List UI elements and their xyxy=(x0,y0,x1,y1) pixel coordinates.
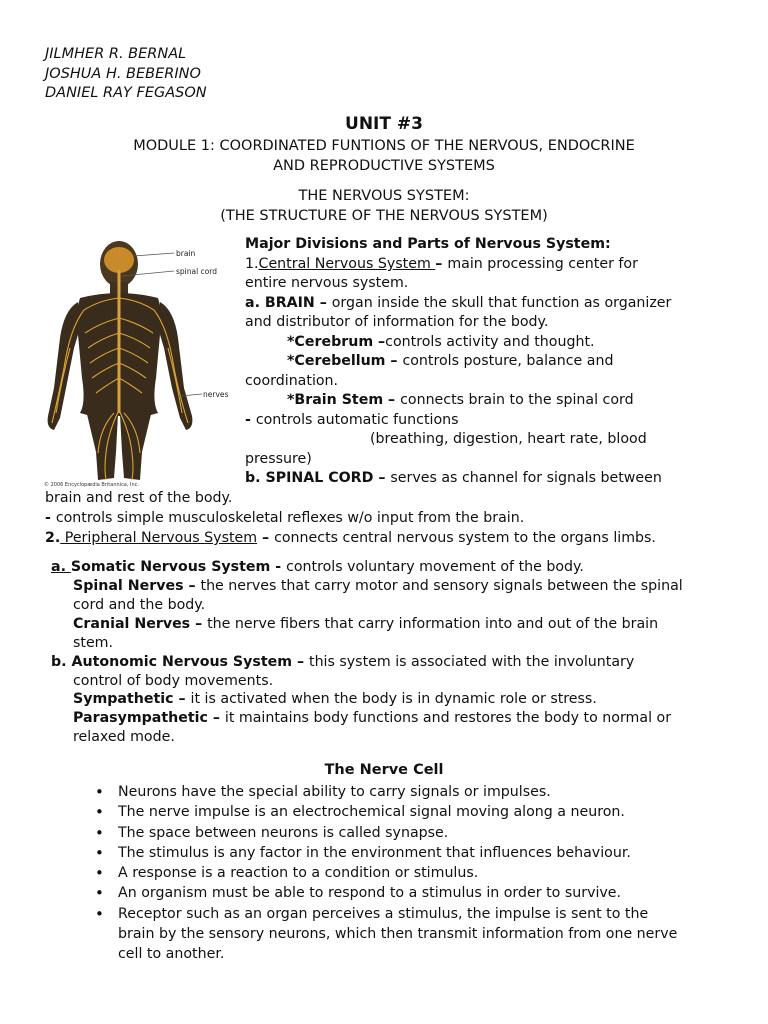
sympathetic-line xyxy=(73,690,597,710)
cns-line xyxy=(245,255,638,275)
brainstem-line xyxy=(287,391,634,411)
autonomic-marker: b. xyxy=(51,654,72,670)
author-list xyxy=(45,45,207,104)
section-title-line: THE NERVOUS SYSTEM: xyxy=(298,188,470,204)
pns-description: connects central nervous system to the organs limbs. xyxy=(274,530,656,546)
cerebrum-line xyxy=(287,333,595,353)
spinal-cord-reflex: controls simple musculoskeletal reflexes w/o input from the brain. xyxy=(55,510,525,526)
cns-name: Central Nervous System xyxy=(258,256,436,272)
somatic-marker: a. xyxy=(51,559,71,575)
pns-name: Peripheral Nervous System xyxy=(60,530,258,546)
bullet-item xyxy=(95,802,677,822)
figure-label-spinal-cord: spinal cord xyxy=(176,267,217,276)
spinal-cord-dash: - xyxy=(45,510,56,526)
brainstem-function-line xyxy=(245,411,459,431)
sympathetic-description: it is activated when the body is in dynamic role or stress. xyxy=(190,691,597,707)
figure-credit: © 2006 Encyclopædia Britannica, Inc. xyxy=(44,482,140,488)
bullet-item xyxy=(95,863,677,883)
cranial-nerves-line xyxy=(73,615,658,635)
pns-number: 2. xyxy=(45,530,61,546)
bullet-text: • The space between neurons is called synapse. xyxy=(118,824,449,841)
cranial-nerves-label: Cranial Nerves – xyxy=(73,616,208,632)
author-name: JOSHUA H. BEBERINO xyxy=(45,65,201,82)
parasympathetic-description-cont: relaxed mode. xyxy=(73,729,175,745)
bullet-item xyxy=(95,782,677,802)
nerve-cell-title: The Nerve Cell xyxy=(324,762,444,778)
bullet-text: brain by the sensory neurons, which then transmit information from one nerve xyxy=(118,926,678,943)
somatic-label: Somatic Nervous System - xyxy=(70,559,287,575)
module-title xyxy=(0,137,768,176)
autonomic-description-cont: control of body movements. xyxy=(73,673,274,689)
cns-number: 1. xyxy=(245,256,259,272)
brainstem-examples: (breathing, digestion, heart rate, blood xyxy=(370,431,647,447)
author-name: JILMHER R. BERNAL xyxy=(45,46,187,62)
module-title-line: MODULE 1: COORDINATED FUNTIONS OF THE NERVOUS, ENDOCRINE xyxy=(133,138,635,154)
cerebrum-description: controls activity and thought. xyxy=(385,334,595,350)
somatic-description: controls voluntary movement of the body. xyxy=(286,559,584,575)
pns-separator: – xyxy=(257,530,275,546)
cerebellum-line xyxy=(287,352,613,372)
bullet-text: • The stimulus is any factor in the environment that influences behaviour. xyxy=(118,844,631,861)
brainstem-dash: - xyxy=(245,412,256,428)
section-title-line: (THE STRUCTURE OF THE NERVOUS SYSTEM) xyxy=(220,207,548,224)
brainstem-label: *Brain Stem – xyxy=(287,392,401,408)
spinal-cord-line xyxy=(245,469,662,489)
section-title xyxy=(0,187,768,226)
autonomic-line xyxy=(51,653,634,673)
author-name: DANIEL RAY FEGASON xyxy=(45,85,207,101)
bullet-text: • The nerve impulse is an electrochemical signal moving along a neuron. xyxy=(118,804,625,821)
cns-description: main processing center for xyxy=(447,256,638,272)
bullet-text: • A response is a reaction to a condition or stimulus. xyxy=(118,865,479,882)
pns-line xyxy=(45,529,656,549)
spinal-cord-description: serves as channel for signals between xyxy=(390,470,662,486)
spinal-nerves-description: the nerves that carry motor and sensory signals between the spinal xyxy=(200,578,683,594)
brain-label: a. BRAIN – xyxy=(245,295,332,311)
parasympathetic-line xyxy=(73,709,671,729)
cerebellum-label: *Cerebellum – xyxy=(287,353,403,369)
cerebellum-description: controls posture, balance and xyxy=(402,353,614,369)
nervous-system-figure xyxy=(40,238,242,488)
bullet-text: cell to another. xyxy=(118,946,225,963)
autonomic-description: this system is associated with the involuntary xyxy=(309,654,635,670)
parasympathetic-label: Parasympathetic – xyxy=(73,710,225,726)
unit-title: UNIT #3 xyxy=(345,114,423,134)
spinal-nerves-line xyxy=(73,577,683,597)
cerebrum-label: *Cerebrum – xyxy=(287,334,386,350)
figure-label-brain: brain xyxy=(176,249,196,258)
spinal-cord-reflex-line xyxy=(45,509,524,529)
bullet-item xyxy=(95,843,677,863)
spinal-cord-description-cont: brain and rest of the body. xyxy=(45,490,233,506)
brainstem-examples-cont: pressure) xyxy=(245,451,312,467)
bullet-item xyxy=(95,823,677,843)
cns-separator: – xyxy=(435,256,448,272)
brain-description: organ inside the skull that function as organizer xyxy=(331,295,672,311)
cranial-nerves-description-cont: stem. xyxy=(73,635,114,651)
nerve-cell-bullet-list xyxy=(95,782,677,965)
bullet-text: • Receptor such as an organ perceives a stimulus, the impulse is sent to the xyxy=(118,905,649,922)
spinal-nerves-label: Spinal Nerves – xyxy=(73,578,201,594)
brain-line xyxy=(245,294,671,314)
divisions-heading: Major Divisions and Parts of Nervous System: xyxy=(245,236,611,252)
cerebellum-description-cont: coordination. xyxy=(245,373,339,389)
brainstem-function: controls automatic functions xyxy=(255,412,459,428)
somatic-line xyxy=(51,558,584,578)
cranial-nerves-description: the nerve fibers that carry information into and out of the brain xyxy=(207,616,659,632)
figure-label-nerves: nerves xyxy=(203,390,229,399)
autonomic-label: Autonomic Nervous System – xyxy=(71,654,309,670)
bullet-text: • Neurons have the special ability to carry signals or impulses. xyxy=(118,784,551,800)
parasympathetic-description: it maintains body functions and restores the body to normal or xyxy=(224,710,672,726)
brain-description-cont: and distributor of information for the body. xyxy=(245,314,549,330)
sympathetic-label: Sympathetic – xyxy=(73,691,191,707)
spinal-cord-label: b. SPINAL CORD – xyxy=(245,470,391,486)
bullet-item xyxy=(95,883,677,903)
spinal-nerves-description-cont: cord and the body. xyxy=(73,597,206,613)
module-title-line: AND REPRODUCTIVE SYSTEMS xyxy=(273,157,495,174)
bullet-item xyxy=(95,904,677,965)
bullet-text: • An organism must be able to respond to a stimulus in order to survive. xyxy=(118,885,622,902)
cns-description-cont: entire nervous system. xyxy=(245,275,409,291)
brainstem-description: connects brain to the spinal cord xyxy=(400,392,634,408)
